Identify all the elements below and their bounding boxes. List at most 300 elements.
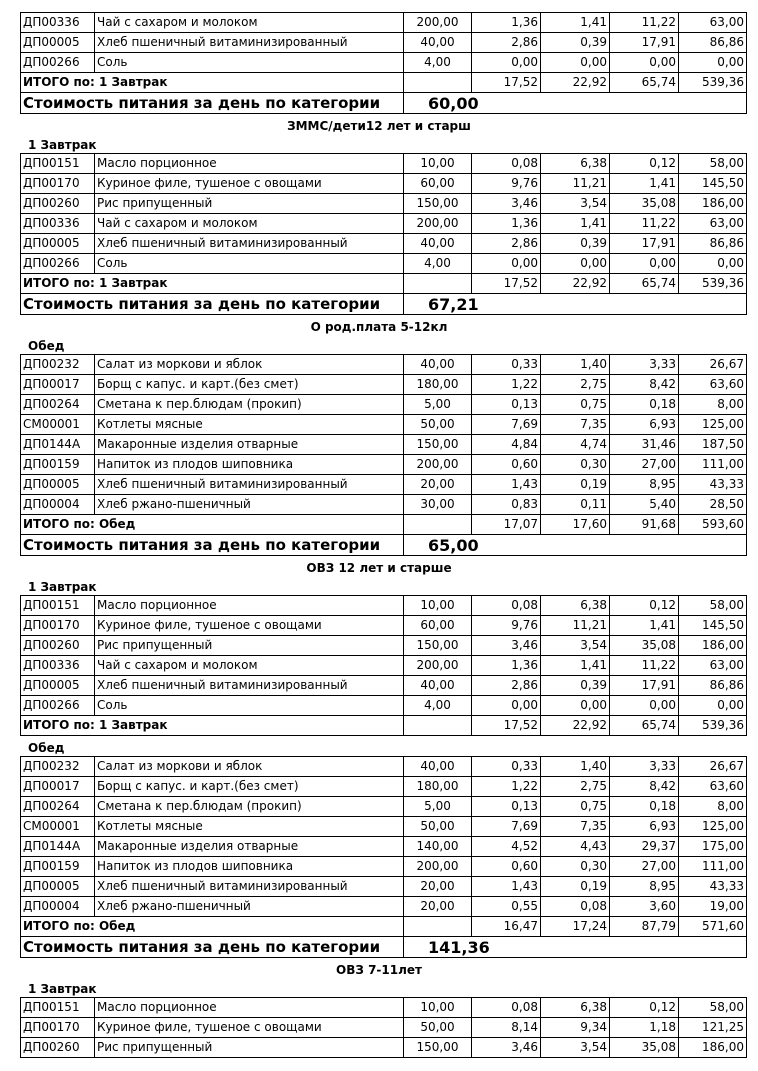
- item-carbs: 0,12: [610, 596, 679, 616]
- item-kcal: 63,60: [679, 375, 747, 395]
- table-row: [21, 837, 747, 857]
- item-code: ДП00232: [21, 757, 95, 777]
- item-carbs: 17,91: [610, 234, 679, 254]
- item-kcal: 0,00: [679, 53, 747, 73]
- item-kcal: 0,00: [679, 696, 747, 716]
- item-fat: 11,21: [541, 174, 610, 194]
- item-name: Сметана к пер.блюдам (прокип): [95, 797, 404, 817]
- item-code: ДП00336: [21, 214, 95, 234]
- item-fat: 2,75: [541, 777, 610, 797]
- item-code: ДП00004: [21, 495, 95, 515]
- item-fat: 0,75: [541, 395, 610, 415]
- table-row: [21, 897, 747, 917]
- item-weight: 10,00: [404, 998, 472, 1018]
- item-code: ДП00170: [21, 1018, 95, 1038]
- item-code: ДП00151: [21, 596, 95, 616]
- meal-title: Обед: [28, 339, 65, 353]
- total-protein: 17,52: [472, 716, 541, 736]
- item-carbs: 8,95: [610, 877, 679, 897]
- item-weight: 40,00: [404, 234, 472, 254]
- total-weight-empty: [404, 73, 472, 93]
- item-fat: 0,19: [541, 877, 610, 897]
- item-code: ДП00264: [21, 395, 95, 415]
- item-protein: 1,22: [472, 777, 541, 797]
- item-name: Напиток из плодов шиповника: [95, 455, 404, 475]
- table-row: [21, 596, 747, 616]
- item-code: ДП00336: [21, 13, 95, 33]
- total-carbs: 65,74: [610, 73, 679, 93]
- item-name: Хлеб ржано-пшеничный: [95, 495, 404, 515]
- item-code: ДП00151: [21, 154, 95, 174]
- item-carbs: 11,22: [610, 656, 679, 676]
- item-weight: 5,00: [404, 797, 472, 817]
- table-row: [21, 395, 747, 415]
- table-row: [21, 656, 747, 676]
- item-carbs: 0,18: [610, 395, 679, 415]
- daily-cost-value: 65,00: [404, 535, 747, 556]
- table-row: [21, 375, 747, 395]
- total-carbs: 87,79: [610, 917, 679, 937]
- item-protein: 0,33: [472, 757, 541, 777]
- item-fat: 6,38: [541, 998, 610, 1018]
- item-code: ДП0144А: [21, 435, 95, 455]
- item-kcal: 86,86: [679, 676, 747, 696]
- table-row: [21, 857, 747, 877]
- table-row: [21, 33, 747, 53]
- item-protein: 9,76: [472, 616, 541, 636]
- total-label: ИТОГО по: 1 Завтрак: [21, 716, 404, 736]
- table-row: [21, 435, 747, 455]
- item-protein: 0,60: [472, 857, 541, 877]
- item-protein: 3,46: [472, 194, 541, 214]
- item-weight: 200,00: [404, 13, 472, 33]
- item-carbs: 17,91: [610, 676, 679, 696]
- total-fat: 22,92: [541, 73, 610, 93]
- item-weight: 4,00: [404, 53, 472, 73]
- item-code: ДП00170: [21, 174, 95, 194]
- item-kcal: 111,00: [679, 857, 747, 877]
- menu-table: [20, 354, 747, 556]
- item-carbs: 8,42: [610, 777, 679, 797]
- item-code: ДП00005: [21, 877, 95, 897]
- total-weight-empty: [404, 917, 472, 937]
- total-protein: 17,07: [472, 515, 541, 535]
- item-protein: 1,22: [472, 375, 541, 395]
- meal-title: 1 Завтрак: [28, 138, 97, 152]
- item-carbs: 29,37: [610, 837, 679, 857]
- total-weight-empty: [404, 515, 472, 535]
- item-protein: 0,33: [472, 355, 541, 375]
- table-row: [21, 194, 747, 214]
- item-fat: 0,30: [541, 857, 610, 877]
- item-weight: 200,00: [404, 214, 472, 234]
- item-code: ДП00005: [21, 33, 95, 53]
- item-kcal: 43,33: [679, 877, 747, 897]
- item-name: Хлеб пшеничный витаминизированный: [95, 877, 404, 897]
- item-code: ДП00004: [21, 897, 95, 917]
- item-name: Салат из моркови и яблок: [95, 355, 404, 375]
- item-weight: 20,00: [404, 475, 472, 495]
- total-carbs: 91,68: [610, 515, 679, 535]
- item-weight: 50,00: [404, 817, 472, 837]
- item-fat: 1,41: [541, 13, 610, 33]
- item-fat: 0,11: [541, 495, 610, 515]
- table-row: [21, 174, 747, 194]
- table-row: [21, 415, 747, 435]
- menu-table: [20, 756, 747, 958]
- item-kcal: 63,00: [679, 656, 747, 676]
- item-name: Соль: [95, 696, 404, 716]
- item-name: Напиток из плодов шиповника: [95, 857, 404, 877]
- item-weight: 140,00: [404, 837, 472, 857]
- menu-table: [20, 595, 747, 736]
- meal-title: 1 Завтрак: [28, 580, 97, 594]
- item-name: Хлеб ржано-пшеничный: [95, 897, 404, 917]
- table-row: [21, 13, 747, 33]
- daily-cost-row: [21, 535, 747, 556]
- daily-cost-row: [21, 93, 747, 114]
- total-label: ИТОГО по: Обед: [21, 515, 404, 535]
- item-kcal: 125,00: [679, 817, 747, 837]
- item-carbs: 11,22: [610, 214, 679, 234]
- table-row: [21, 1018, 747, 1038]
- item-code: ДП0144А: [21, 837, 95, 857]
- item-code: ДП00151: [21, 998, 95, 1018]
- item-carbs: 17,91: [610, 33, 679, 53]
- item-carbs: 5,40: [610, 495, 679, 515]
- item-weight: 150,00: [404, 636, 472, 656]
- item-fat: 0,75: [541, 797, 610, 817]
- table-row: [21, 817, 747, 837]
- table-row: [21, 455, 747, 475]
- item-carbs: 3,33: [610, 757, 679, 777]
- item-fat: 0,39: [541, 234, 610, 254]
- table-row: [21, 696, 747, 716]
- item-carbs: 1,41: [610, 616, 679, 636]
- item-weight: 180,00: [404, 375, 472, 395]
- item-fat: 4,43: [541, 837, 610, 857]
- total-fat: 22,92: [541, 274, 610, 294]
- item-carbs: 0,00: [610, 53, 679, 73]
- total-protein: 16,47: [472, 917, 541, 937]
- item-code: ДП00005: [21, 475, 95, 495]
- item-protein: 0,83: [472, 495, 541, 515]
- table-row: [21, 998, 747, 1018]
- table-row: [21, 355, 747, 375]
- item-carbs: 6,93: [610, 817, 679, 837]
- item-fat: 0,00: [541, 53, 610, 73]
- table-row: [21, 154, 747, 174]
- item-carbs: 27,00: [610, 455, 679, 475]
- category-title: ОВЗ 12 лет и старше: [306, 561, 452, 575]
- item-name: Масло порционное: [95, 154, 404, 174]
- table-row: [21, 797, 747, 817]
- item-fat: 4,74: [541, 435, 610, 455]
- daily-cost-label: Стоимость питания за день по категории: [21, 937, 404, 958]
- item-carbs: 8,95: [610, 475, 679, 495]
- table-row: [21, 676, 747, 696]
- item-name: Рис припущенный: [95, 1038, 404, 1058]
- item-kcal: 28,50: [679, 495, 747, 515]
- item-weight: 40,00: [404, 757, 472, 777]
- category-title: О род.плата 5-12кл: [310, 320, 448, 334]
- item-fat: 0,08: [541, 897, 610, 917]
- item-name: Борщ с капус. и карт.(без смет): [95, 777, 404, 797]
- item-protein: 1,36: [472, 13, 541, 33]
- item-code: ДП00266: [21, 696, 95, 716]
- item-kcal: 186,00: [679, 194, 747, 214]
- item-code: ДП00005: [21, 234, 95, 254]
- item-protein: 0,55: [472, 897, 541, 917]
- item-kcal: 26,67: [679, 355, 747, 375]
- item-fat: 0,39: [541, 33, 610, 53]
- daily-cost-value: 67,21: [404, 294, 747, 315]
- total-row: [21, 917, 747, 937]
- item-protein: 0,13: [472, 395, 541, 415]
- item-name: Борщ с капус. и карт.(без смет): [95, 375, 404, 395]
- item-fat: 0,00: [541, 696, 610, 716]
- item-kcal: 0,00: [679, 254, 747, 274]
- item-fat: 0,39: [541, 676, 610, 696]
- item-kcal: 63,00: [679, 214, 747, 234]
- item-carbs: 1,41: [610, 174, 679, 194]
- table-row: [21, 495, 747, 515]
- item-code: ДП00017: [21, 777, 95, 797]
- item-name: Куриное филе, тушеное с овощами: [95, 174, 404, 194]
- menu-table: [20, 153, 747, 315]
- item-weight: 40,00: [404, 33, 472, 53]
- item-fat: 0,19: [541, 475, 610, 495]
- item-kcal: 58,00: [679, 998, 747, 1018]
- item-carbs: 35,08: [610, 636, 679, 656]
- item-weight: 150,00: [404, 194, 472, 214]
- item-protein: 7,69: [472, 817, 541, 837]
- total-label: ИТОГО по: 1 Завтрак: [21, 73, 404, 93]
- item-protein: 1,36: [472, 656, 541, 676]
- item-weight: 200,00: [404, 656, 472, 676]
- total-label: ИТОГО по: Обед: [21, 917, 404, 937]
- item-name: Макаронные изделия отварные: [95, 837, 404, 857]
- item-fat: 0,30: [541, 455, 610, 475]
- item-name: Котлеты мясные: [95, 817, 404, 837]
- item-fat: 3,54: [541, 194, 610, 214]
- item-name: Котлеты мясные: [95, 415, 404, 435]
- item-weight: 20,00: [404, 877, 472, 897]
- daily-cost-row: [21, 294, 747, 315]
- item-protein: 0,13: [472, 797, 541, 817]
- item-name: Куриное филе, тушеное с овощами: [95, 616, 404, 636]
- item-weight: 10,00: [404, 154, 472, 174]
- item-protein: 0,00: [472, 696, 541, 716]
- item-name: Масло порционное: [95, 596, 404, 616]
- item-kcal: 111,00: [679, 455, 747, 475]
- item-code: СМ00001: [21, 415, 95, 435]
- item-name: Рис припущенный: [95, 194, 404, 214]
- total-row: [21, 716, 747, 736]
- item-code: ДП00017: [21, 375, 95, 395]
- total-kcal: 539,36: [679, 716, 747, 736]
- total-protein: 17,52: [472, 274, 541, 294]
- item-weight: 5,00: [404, 395, 472, 415]
- item-carbs: 0,12: [610, 998, 679, 1018]
- meal-title: Обед: [28, 741, 65, 755]
- item-kcal: 175,00: [679, 837, 747, 857]
- total-kcal: 571,60: [679, 917, 747, 937]
- item-protein: 0,08: [472, 596, 541, 616]
- item-weight: 200,00: [404, 857, 472, 877]
- item-fat: 1,40: [541, 355, 610, 375]
- item-carbs: 31,46: [610, 435, 679, 455]
- category-title: ОВЗ 7-11лет: [336, 963, 422, 977]
- daily-cost-label: Стоимость питания за день по категории: [21, 294, 404, 315]
- table-row: [21, 234, 747, 254]
- item-protein: 0,60: [472, 455, 541, 475]
- total-row: [21, 274, 747, 294]
- item-protein: 4,52: [472, 837, 541, 857]
- total-weight-empty: [404, 274, 472, 294]
- item-code: ДП00159: [21, 455, 95, 475]
- total-kcal: 539,36: [679, 73, 747, 93]
- item-weight: 4,00: [404, 254, 472, 274]
- item-name: Чай с сахаром и молоком: [95, 214, 404, 234]
- item-weight: 60,00: [404, 616, 472, 636]
- item-code: ДП00232: [21, 355, 95, 375]
- item-fat: 6,38: [541, 596, 610, 616]
- item-code: ДП00005: [21, 676, 95, 696]
- total-kcal: 593,60: [679, 515, 747, 535]
- item-code: ДП00159: [21, 857, 95, 877]
- item-weight: 150,00: [404, 1038, 472, 1058]
- item-name: Соль: [95, 53, 404, 73]
- table-row: [21, 636, 747, 656]
- table-row: [21, 254, 747, 274]
- total-carbs: 65,74: [610, 716, 679, 736]
- daily-cost-label: Стоимость питания за день по категории: [21, 93, 404, 114]
- item-fat: 3,54: [541, 636, 610, 656]
- item-kcal: 145,50: [679, 174, 747, 194]
- item-name: Сметана к пер.блюдам (прокип): [95, 395, 404, 415]
- total-fat: 17,60: [541, 515, 610, 535]
- total-fat: 22,92: [541, 716, 610, 736]
- item-kcal: 86,86: [679, 234, 747, 254]
- total-weight-empty: [404, 716, 472, 736]
- item-code: ДП00266: [21, 53, 95, 73]
- item-weight: 50,00: [404, 415, 472, 435]
- item-kcal: 145,50: [679, 616, 747, 636]
- total-fat: 17,24: [541, 917, 610, 937]
- item-carbs: 0,18: [610, 797, 679, 817]
- table-row: [21, 214, 747, 234]
- total-label: ИТОГО по: 1 Завтрак: [21, 274, 404, 294]
- item-name: Хлеб пшеничный витаминизированный: [95, 234, 404, 254]
- item-name: Салат из моркови и яблок: [95, 757, 404, 777]
- menu-table: [20, 12, 747, 114]
- item-name: Куриное филе, тушеное с овощами: [95, 1018, 404, 1038]
- table-row: [21, 475, 747, 495]
- item-protein: 2,86: [472, 234, 541, 254]
- table-row: [21, 777, 747, 797]
- item-code: СМ00001: [21, 817, 95, 837]
- item-weight: 150,00: [404, 435, 472, 455]
- item-carbs: 35,08: [610, 1038, 679, 1058]
- item-protein: 0,00: [472, 53, 541, 73]
- item-kcal: 43,33: [679, 475, 747, 495]
- item-fat: 11,21: [541, 616, 610, 636]
- daily-cost-label: Стоимость питания за день по категории: [21, 535, 404, 556]
- item-carbs: 11,22: [610, 13, 679, 33]
- item-name: Хлеб пшеничный витаминизированный: [95, 475, 404, 495]
- item-weight: 60,00: [404, 174, 472, 194]
- item-protein: 2,86: [472, 676, 541, 696]
- item-name: Макаронные изделия отварные: [95, 435, 404, 455]
- total-protein: 17,52: [472, 73, 541, 93]
- daily-cost-value: 60,00: [404, 93, 747, 114]
- item-protein: 4,84: [472, 435, 541, 455]
- item-name: Масло порционное: [95, 998, 404, 1018]
- item-code: ДП00264: [21, 797, 95, 817]
- item-kcal: 186,00: [679, 1038, 747, 1058]
- item-protein: 0,08: [472, 154, 541, 174]
- total-row: [21, 73, 747, 93]
- daily-cost-row: [21, 937, 747, 958]
- menu-table: [20, 997, 747, 1058]
- item-fat: 1,40: [541, 757, 610, 777]
- item-name: Чай с сахаром и молоком: [95, 13, 404, 33]
- item-protein: 9,76: [472, 174, 541, 194]
- item-protein: 0,08: [472, 998, 541, 1018]
- daily-cost-value: 141,36: [404, 937, 747, 958]
- table-row: [21, 1038, 747, 1058]
- item-carbs: 3,33: [610, 355, 679, 375]
- item-code: ДП00260: [21, 194, 95, 214]
- item-fat: 6,38: [541, 154, 610, 174]
- item-code: ДП00260: [21, 636, 95, 656]
- item-protein: 1,36: [472, 214, 541, 234]
- item-protein: 1,43: [472, 877, 541, 897]
- item-kcal: 125,00: [679, 415, 747, 435]
- item-weight: 50,00: [404, 1018, 472, 1038]
- item-protein: 7,69: [472, 415, 541, 435]
- item-kcal: 63,60: [679, 777, 747, 797]
- item-weight: 180,00: [404, 777, 472, 797]
- item-kcal: 8,00: [679, 395, 747, 415]
- item-carbs: 0,00: [610, 254, 679, 274]
- item-kcal: 19,00: [679, 897, 747, 917]
- item-weight: 30,00: [404, 495, 472, 515]
- item-carbs: 0,12: [610, 154, 679, 174]
- total-carbs: 65,74: [610, 274, 679, 294]
- item-carbs: 35,08: [610, 194, 679, 214]
- item-weight: 10,00: [404, 596, 472, 616]
- item-carbs: 1,18: [610, 1018, 679, 1038]
- item-kcal: 8,00: [679, 797, 747, 817]
- item-fat: 7,35: [541, 415, 610, 435]
- item-code: ДП00170: [21, 616, 95, 636]
- item-fat: 7,35: [541, 817, 610, 837]
- table-row: [21, 757, 747, 777]
- item-protein: 3,46: [472, 636, 541, 656]
- item-name: Хлеб пшеничный витаминизированный: [95, 33, 404, 53]
- item-kcal: 58,00: [679, 154, 747, 174]
- item-fat: 1,41: [541, 656, 610, 676]
- item-protein: 1,43: [472, 475, 541, 495]
- item-kcal: 58,00: [679, 596, 747, 616]
- item-carbs: 27,00: [610, 857, 679, 877]
- item-weight: 40,00: [404, 676, 472, 696]
- item-code: ДП00260: [21, 1038, 95, 1058]
- item-protein: 2,86: [472, 33, 541, 53]
- item-fat: 2,75: [541, 375, 610, 395]
